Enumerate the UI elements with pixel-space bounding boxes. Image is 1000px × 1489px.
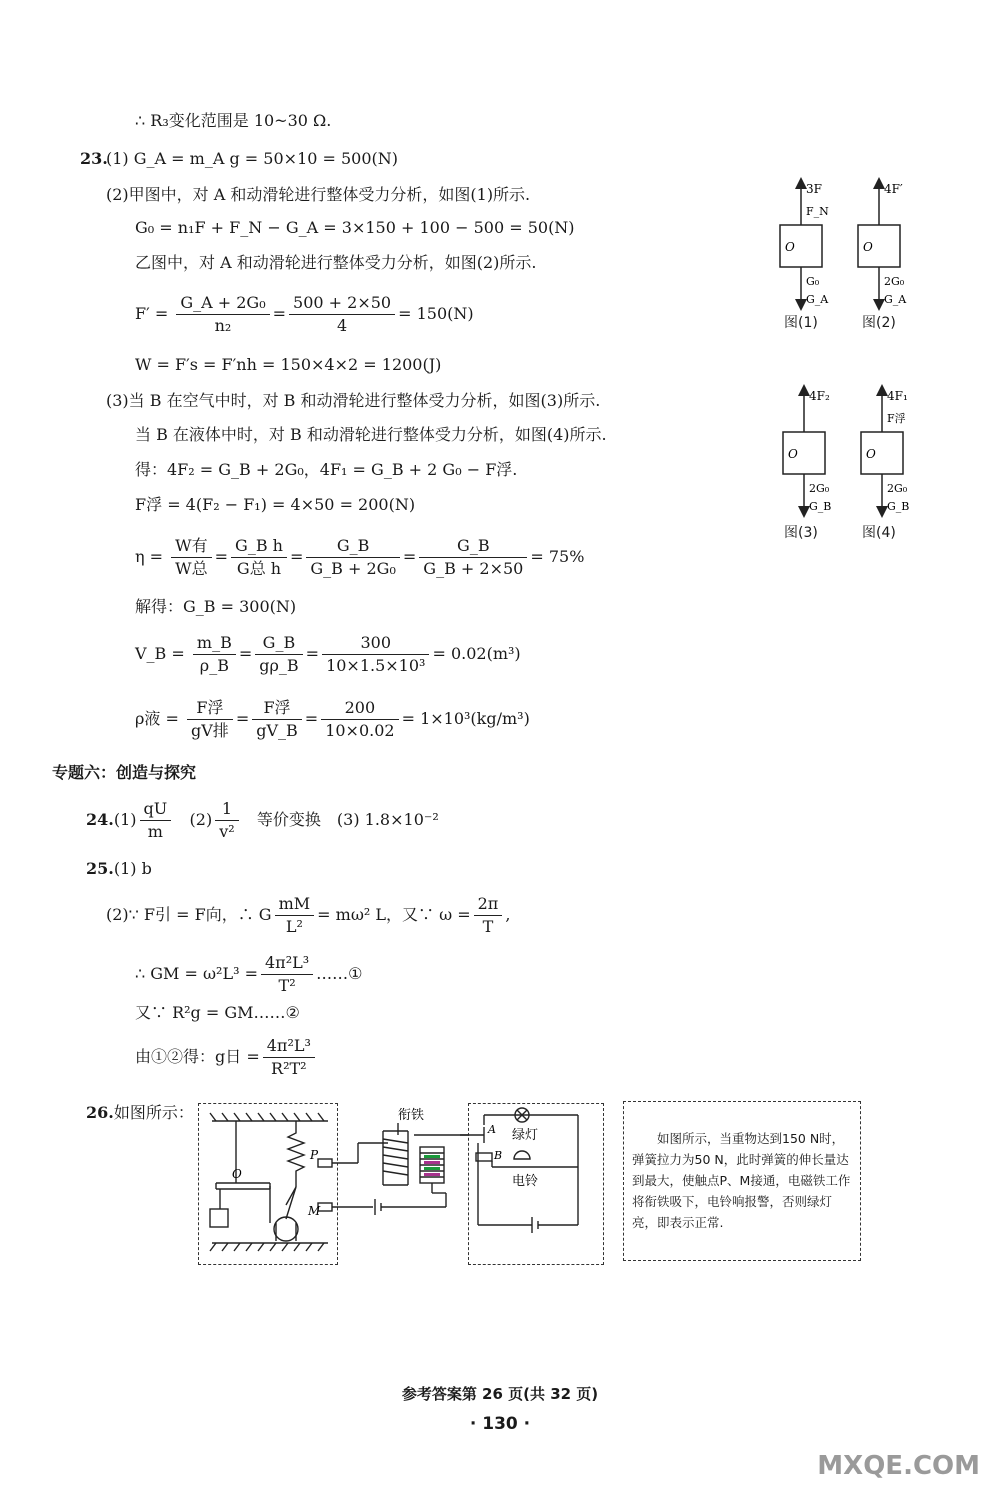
answer-page-label: 参考答案第 26 页(共 32 页) — [401, 1385, 599, 1403]
label-g0-1: G₀ — [806, 275, 820, 288]
question-number: 23. — [80, 149, 108, 168]
answer-25-3: ∴ GM = ω²L³ = $\frac{\text{4π²L³}}{\text{T²}}$ ……① — [135, 953, 363, 995]
formula-line: G₀ = n₁F + F_N − G_A = 3×150 + 100 − 500 = 50(N) — [135, 218, 575, 237]
formula-line: 得：4F₂ = G_B + 2G₀，4F₁ = G_B + 2 G₀ − F浮. — [135, 460, 518, 479]
label-2g0-4: 2G₀ — [887, 482, 908, 495]
page-number: · 130 · — [469, 1414, 531, 1434]
formula-line: 解得：G_B = 300(N) — [135, 597, 297, 616]
formula-line: W = F′s = F′nh = 150×4×2 = 1200(J) — [135, 355, 442, 374]
caption-fig2: 图(2) — [862, 315, 896, 331]
label-4f-prime: 4F′ — [884, 182, 903, 196]
formula-line: F′ = $\frac{\text{G\_A + 2G₀}}{\text{n₂}}$ = $\frac{500 + 2\times 50}{4}$ = 150(N) — [135, 293, 474, 335]
section-heading: 专题六：创造与探究 — [52, 763, 197, 782]
label-contact-p: P — [310, 1148, 319, 1162]
answer-25-4: 又∵ R²g = GM……② — [135, 1003, 300, 1022]
text-line: (3)当 B 在空气中时，对 B 和动滑轮进行整体受力分析，如图(3)所示. — [106, 391, 601, 410]
text-line: ∴ R₃变化范围是 10~30 Ω. — [135, 111, 332, 130]
caption-fig4: 图(4) — [862, 525, 896, 541]
label-4f2: 4F₂ — [809, 389, 830, 403]
label-2g0-3: 2G₀ — [809, 482, 830, 495]
text-line: (1) G_A = m_A g = 50×10 = 500(N) — [106, 149, 399, 168]
label-gb-4: G_B — [887, 500, 910, 513]
caption-fig1: 图(1) — [784, 315, 818, 331]
formula-line: ρ液 = $\frac{\text{F浮}}{\text{gV排}}$ = $\frac{\text{F浮}}{gV\_B}$ = $\frac{200}{10\times 0.02}$ = 1×10³(kg/m³) — [135, 698, 530, 740]
label-4f1: 4F₁ — [887, 389, 908, 403]
label-o-3: O — [788, 447, 798, 461]
label-3f: 3F — [806, 182, 822, 196]
label-ga-2: G_A — [884, 293, 907, 306]
label-ga-1: G_A — [806, 293, 829, 306]
label-bell: 电铃 — [512, 1174, 539, 1189]
label-armature: 衔铁 — [398, 1108, 425, 1123]
text-line: (2)甲图中，对 A 和动滑轮进行整体受力分析，如图(1)所示. — [106, 185, 531, 204]
force-diagram-1-2 — [770, 175, 920, 315]
answer-26: 26.如图所示： — [86, 1103, 194, 1122]
answer-25-2: (2)∵ F引 = F向，∴ G $\frac{mM}{\text{L²}}$ = mω² L，又∵ ω = $\frac{2\pi}{T}$ , — [106, 894, 511, 936]
label-green-lamp: 绿灯 — [512, 1128, 539, 1143]
label-o-2: O — [863, 240, 873, 254]
formula-line: V_B = $\frac{m\_B}{\rho\_B}$ = $\frac{G\_B}{g\rho\_B}$ = $\frac{300}{\text{10×1.5×10³}}$ = 0.02(m³) — [135, 633, 521, 675]
label-gb-3: G_B — [809, 500, 832, 513]
watermark: MXQE.COM — [817, 1451, 980, 1481]
answer-24: 24.(1) $\frac{qU}{m}$ (2) $\frac{1}{\text{v²}}$ 等价变换 (3) 1.8×10⁻² — [86, 799, 439, 841]
caption-fig3: 图(3) — [784, 525, 818, 541]
label-o-4: O — [866, 447, 876, 461]
formula-line: F浮 = 4(F₂ − F₁) = 4×50 = 200(N) — [135, 495, 416, 514]
answer-25-1: 25.(1) b — [86, 859, 152, 878]
force-diagram-3-4 — [775, 382, 925, 522]
text-line: 乙图中，对 A 和动滑轮进行整体受力分析，如图(2)所示. — [135, 253, 537, 272]
label-contact-m: M — [308, 1204, 321, 1218]
explanation-box: 如图所示，当重物达到150 N时，弹簧拉力为50 N，此时弹簧的伸长量达到最大，使触点P、M接通，电磁铁工作将衔铁吸下，电铃响报警，否则绿灯亮，即表示正常. — [623, 1101, 861, 1261]
formula-line: η = $\frac{\text{W有}}{\text{W总}}$ = $\frac{\text{G\_B h}}{\text{G总 h}}$ = $\frac{G\_B}{\text{G\_B + 2G₀}}$ = $\frac{G\_B}{G\_B + 2\times 50}$ = 75% — [135, 536, 585, 578]
label-point-a: A — [488, 1123, 496, 1136]
label-f-buoyancy: F浮 — [887, 412, 906, 425]
label-pulley-o: O — [232, 1167, 242, 1181]
label-2g0-2: 2G₀ — [884, 275, 905, 288]
label-fn: F_N — [806, 205, 829, 218]
text-line: 当 B 在液体中时，对 B 和动滑轮进行整体受力分析，如图(4)所示. — [135, 425, 607, 444]
label-point-b: B — [494, 1149, 503, 1162]
answer-25-5: 由①②得：g日 = $\frac{\text{4π²L³}}{\text{R²T²}}$ — [135, 1035, 318, 1079]
label-o-1: O — [785, 240, 795, 254]
alarm-circuit-diagram — [198, 1103, 608, 1265]
